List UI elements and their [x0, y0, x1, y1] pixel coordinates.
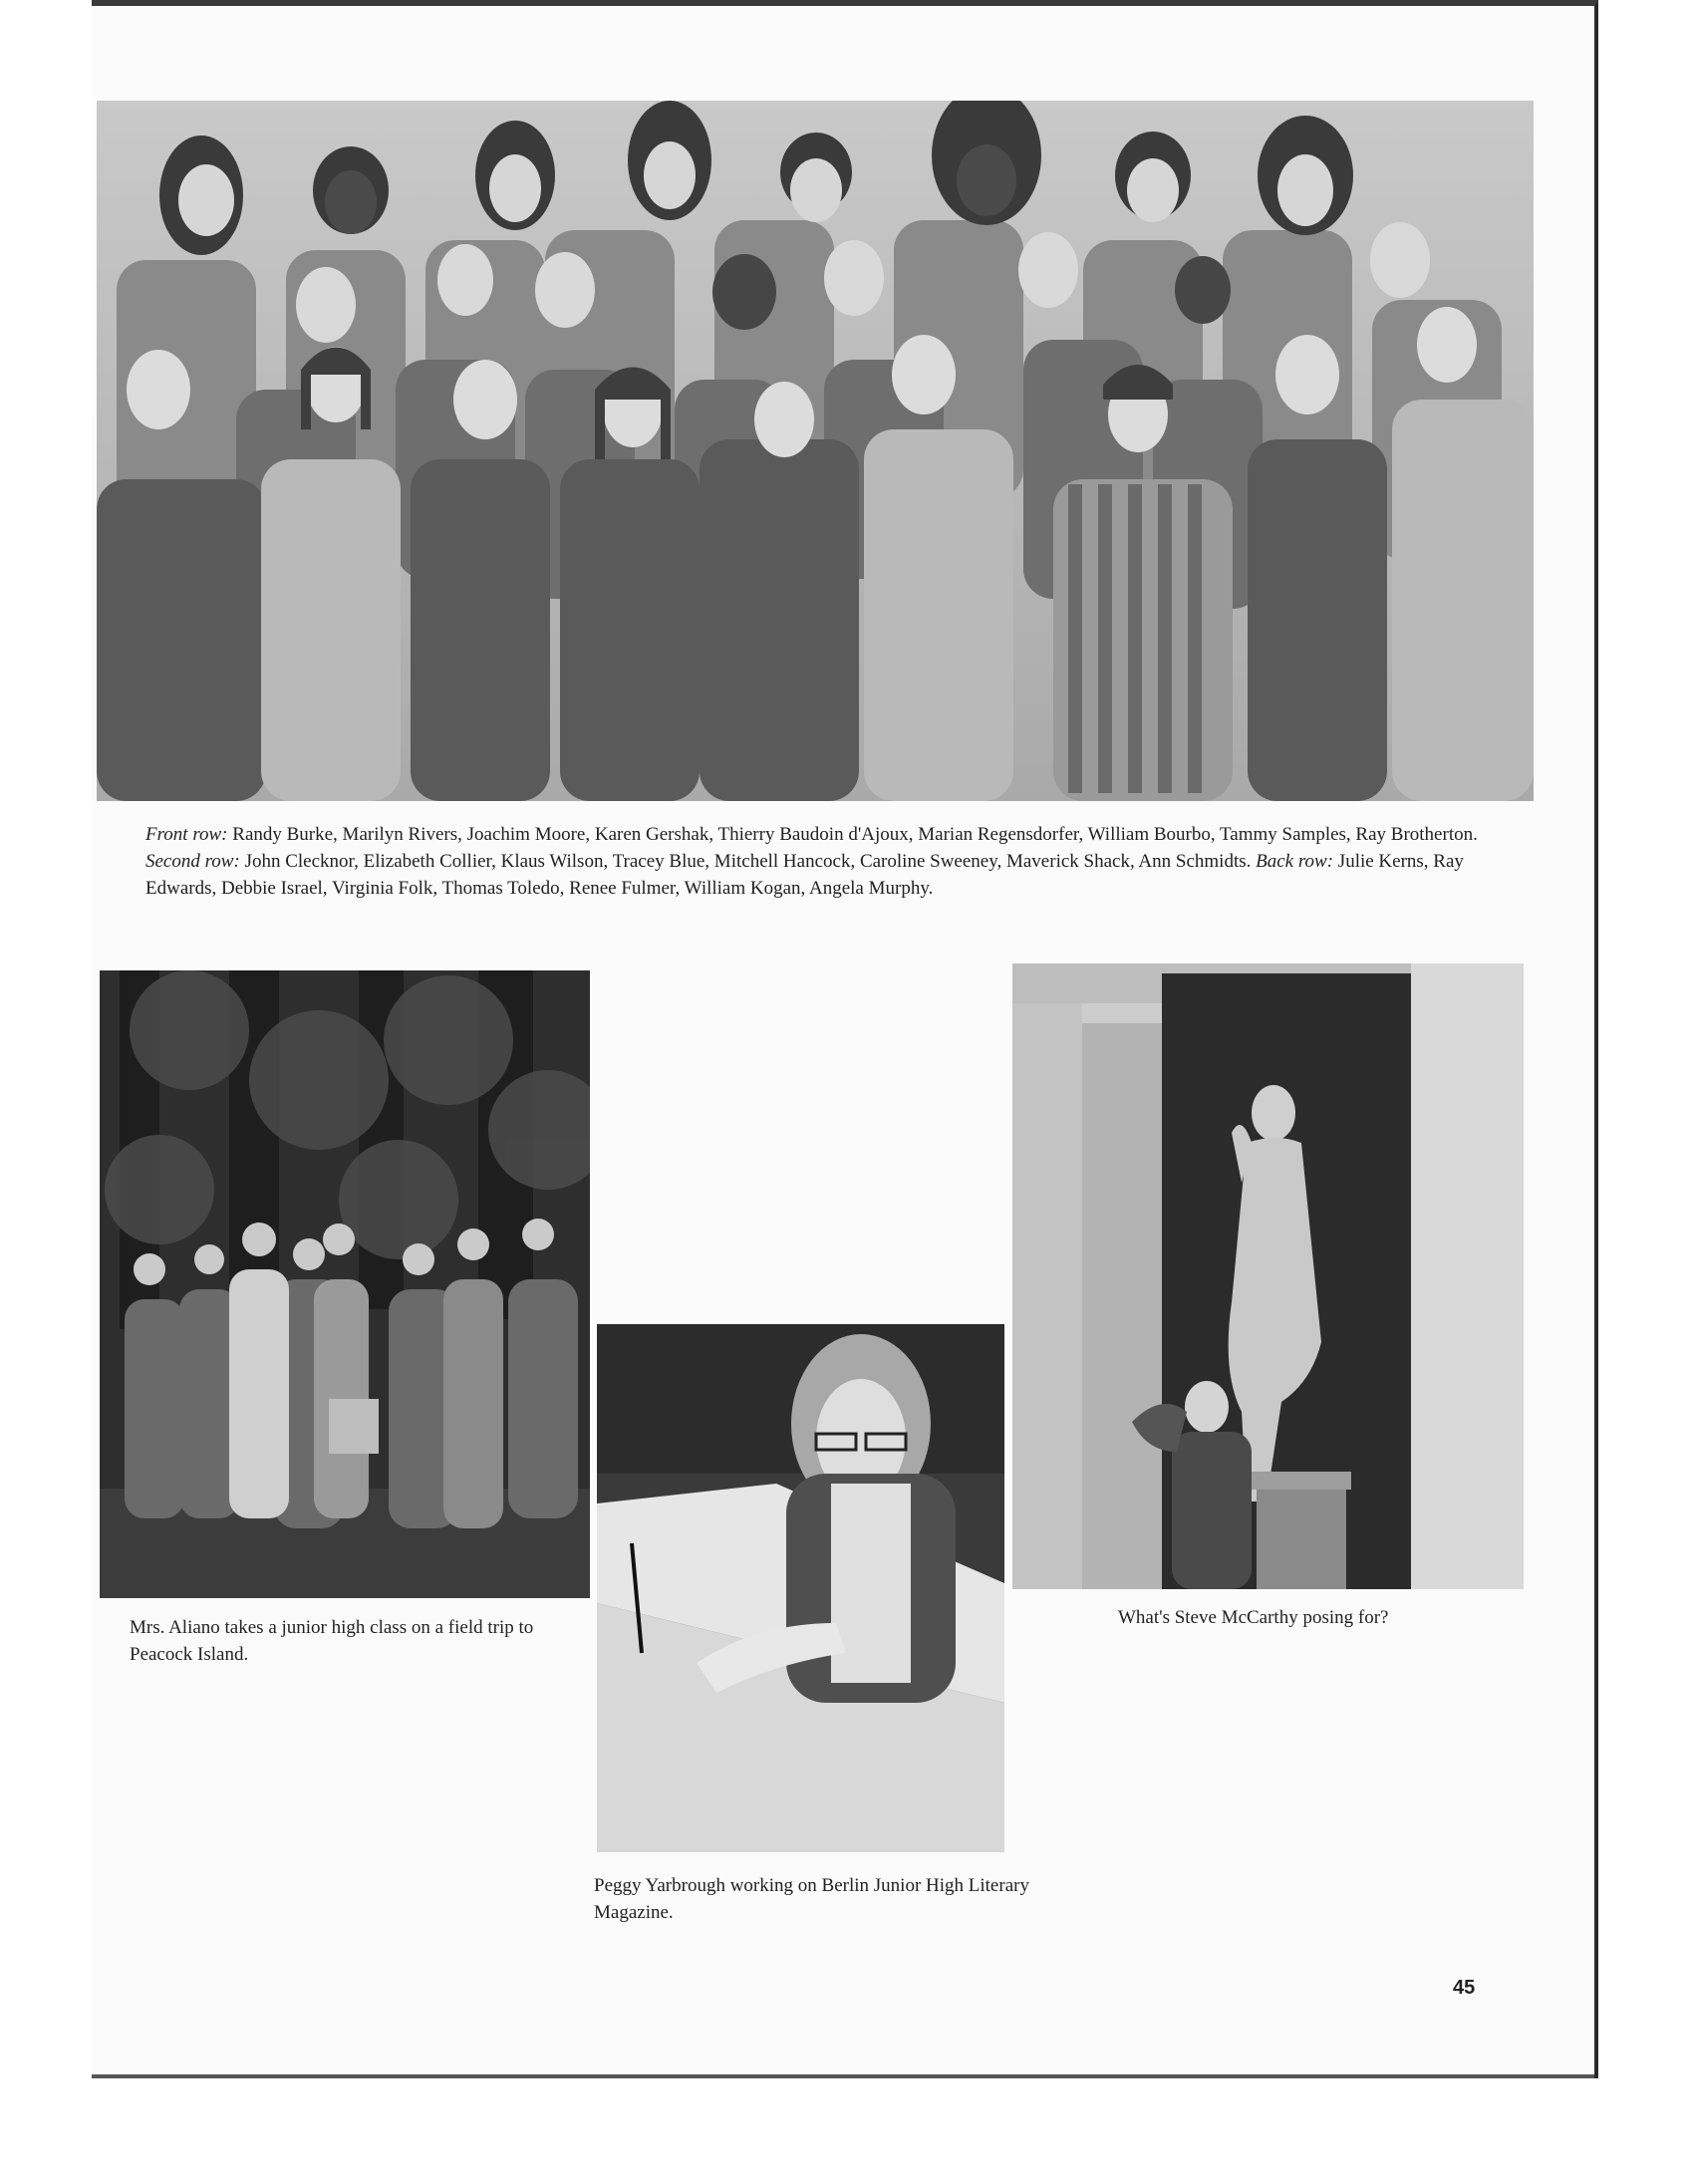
field-trip-caption: Mrs. Aliano takes a junior high class on a field trip to Peacock Island.: [130, 1617, 534, 1665]
field-trip-photo: [100, 970, 590, 1598]
front-row-names: Randy Burke, Marilyn Rivers, Joachim Moore, Karen Gershak, Thierry Baudoin d'Ajoux, Marian Regensdorfer, William Bourbo, Tammy Samples, Ray Brotherton.: [227, 824, 1478, 845]
yearbook-page: [92, 0, 1598, 2078]
drawing-caption: Peggy Yarbrough working on Berlin Junior High Literary Magazine.: [594, 1875, 1029, 1923]
class-photo-caption: [145, 821, 1501, 902]
drawing-photo: [597, 1324, 1004, 1852]
back-row-label: Back row:: [1256, 851, 1334, 872]
second-row-names: John Clecknor, Elizabeth Collier, Klaus Wilson, Tracey Blue, Mitchell Hancock, Caroline Sweeney, Maverick Shack, Ann Schmidts.: [239, 851, 1257, 872]
statue-photo: [1012, 963, 1524, 1589]
page-number: 45: [1453, 1977, 1476, 1999]
second-row-label: Second row:: [145, 851, 240, 872]
class-group-photo: [97, 101, 1534, 801]
back-row-names: Julie Kerns, Ray Edwards, Debbie Israel, Virginia Folk, Thomas Toledo, Renee Fulmer, William Kogan, Angela Murphy.: [145, 851, 1464, 899]
statue-caption: What's Steve McCarthy posing for?: [1118, 1607, 1389, 1628]
front-row-label: Front row:: [145, 824, 228, 845]
